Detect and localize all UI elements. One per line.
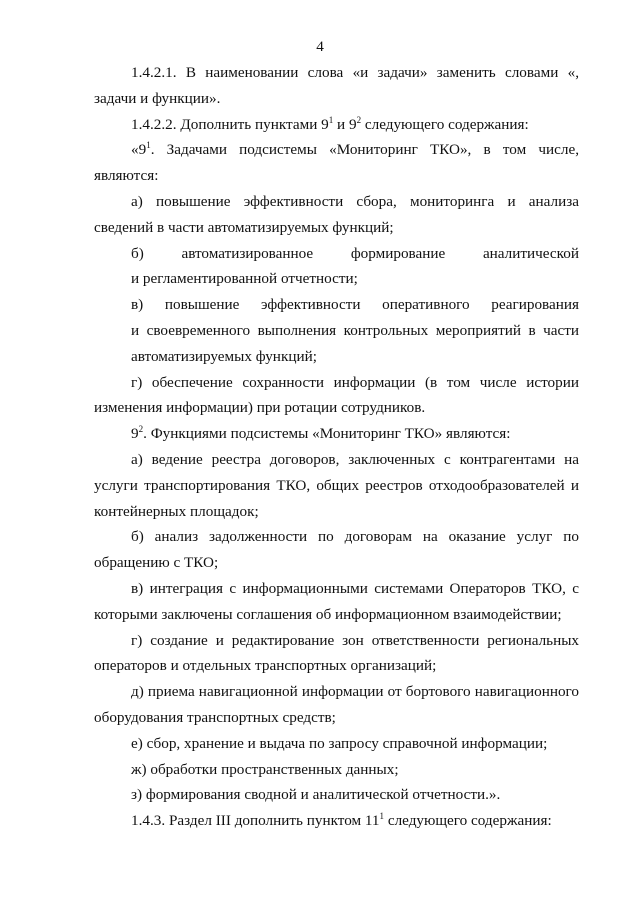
list-item-a: а) повышение эффективности сбора, мониторинга и анализа сведений в части автоматизируемых функций;	[94, 192, 579, 236]
paragraph-text: 1.4.3. Раздел III дополнить пунктом 11	[131, 812, 380, 830]
paragraph-text: 1.4.2.2. Дополнить пунктами 9	[131, 115, 329, 133]
page-number: 4	[316, 38, 324, 55]
function-item-e: е) сбор, хранение и выдача по запросу справочной информации;	[131, 734, 548, 752]
list-item-g: г) обеспечение сохранности информации (в том числе истории изменения информации) при ротации сотрудников.	[94, 373, 579, 417]
function-item-z: з) формирования сводной и аналитической отчетности.».	[131, 786, 501, 804]
paragraph-text: следующего содержания:	[361, 115, 529, 133]
paragraph-text: «9	[131, 141, 147, 159]
paragraph-1-4-2-2	[94, 112, 579, 138]
paragraph-text: 9	[131, 425, 139, 443]
superscript: 1	[379, 811, 385, 822]
paragraph-text: и 9	[333, 115, 357, 133]
paragraph-line: и регламентированной отчетности;	[131, 270, 358, 288]
function-item-g: г) создание и редактирование зон ответственности региональных операторов и отдельных транспортных организаций;	[94, 631, 579, 675]
function-item-zh: ж) обработки пространственных данных;	[131, 760, 399, 778]
list-item-b	[94, 241, 579, 293]
paragraph-item-9-1	[94, 137, 579, 189]
function-item-a: а) ведение реестра договоров, заключенных с контрагентами на услуги транспортирования ТКО, общих реестров отходообразователей и контейнерных площадок;	[94, 450, 579, 520]
function-item-b: б) анализ задолженности по договорам на оказание услуг по обращению с ТКО;	[94, 528, 579, 572]
superscript: 2	[356, 114, 362, 125]
paragraph-1-4-3	[94, 808, 579, 834]
paragraph-text: следующего содержания:	[384, 812, 552, 830]
paragraph-item-9-2	[94, 421, 579, 447]
paragraph-text: . Задачами подсистемы «Мониторинг ТКО», в том числе, являются:	[94, 141, 579, 185]
paragraph-line: автоматизируемых функций;	[131, 347, 317, 365]
superscript: 1	[328, 114, 334, 125]
superscript: 2	[138, 424, 144, 435]
paragraph-line: в) повышение эффективности оперативного реагирования	[131, 296, 579, 314]
paragraph-1-4-2-1: 1.4.2.1. В наименовании слова «и задачи» заменить словами «, задачи и функции».	[94, 64, 579, 107]
document-body	[94, 60, 579, 834]
paragraph-line: б) автоматизированное формирование аналитической	[131, 244, 579, 262]
paragraph-text: . Функциями подсистемы «Мониторинг ТКО» являются:	[143, 425, 511, 443]
list-item-v	[94, 292, 579, 369]
superscript: 1	[146, 140, 151, 151]
function-item-d: д) приема навигационной информации от бортового навигационного оборудования транспортных средств;	[94, 683, 579, 726]
function-item-v: в) интеграция с информационными системами Операторов ТКО, с которыми заключены соглашения об информационном взаимодействии;	[94, 579, 579, 623]
paragraph-line: и своевременного выполнения контрольных мероприятий в части	[131, 321, 579, 339]
